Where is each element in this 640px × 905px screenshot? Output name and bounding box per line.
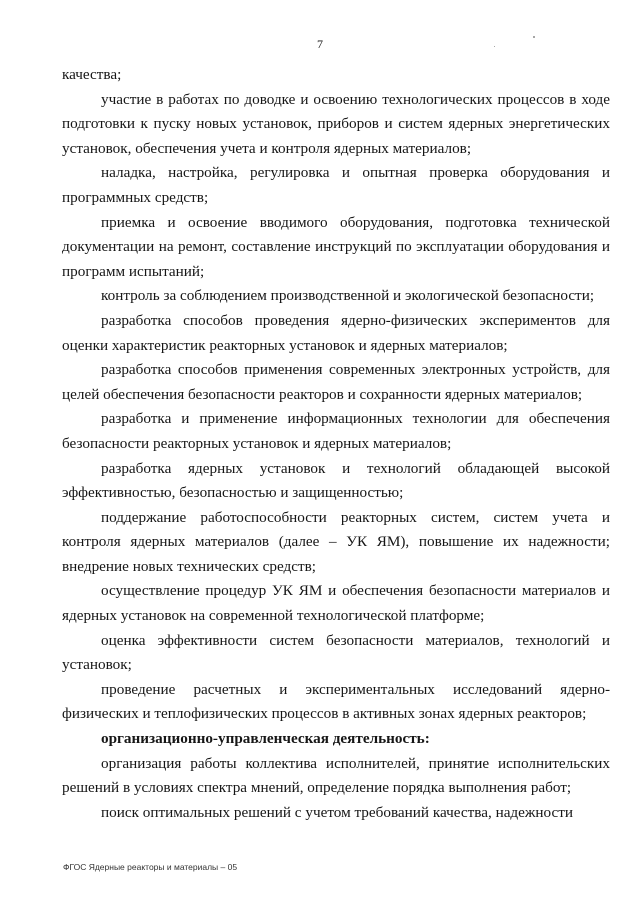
paragraph: контроль за соблюдением производственной и экологической безопасности; (101, 287, 595, 305)
page-number: 7 (317, 37, 323, 51)
paragraph: разработка ядерных установок и технологий обладающей высокой эффективностью, безопасностью и защищенностью; (62, 459, 610, 502)
paragraph: разработка и применение информационных технологии для обеспечения безопасности реакторных установок и ядерных материалов; (62, 410, 610, 452)
page-footer: ФГОС Ядерные реакторы и материалы – 05 (63, 862, 238, 872)
body-text (62, 63, 610, 825)
scan-speck (494, 46, 495, 47)
paragraph: оценка эффективности систем безопасности материалов, технологий и установок; (62, 631, 610, 674)
scan-speck (533, 36, 535, 38)
paragraph: наладка, настройка, регулировка и опытная проверка оборудования и программных средств; (62, 164, 610, 206)
paragraph: проведение расчетных и экспериментальных исследований ядерно-физических и теплофизических процессов в активных зонах ядерных реакторов; (62, 680, 610, 723)
paragraph: разработка способов применения современных электронных устройств, для целей обеспечения безопасности реакторов и сохранности ядерных материалов; (62, 361, 610, 403)
paragraph: осуществление процедур УК ЯМ и обеспечения безопасности материалов и ядерных установок на современной технологической платформе; (62, 582, 610, 625)
paragraph: организация работы коллектива исполнителей, принятие исполнительских решений в условиях спектра мнений, определение порядка выполнения работ; (62, 754, 610, 797)
paragraph: приемка и освоение вводимого оборудования, подготовка технической документации на ремонт, составление инструкций по эксплуатации оборудования и программ испытаний; (62, 213, 610, 280)
paragraph-continuation: качества; (62, 66, 122, 83)
paragraph: поиск оптимальных решений с учетом требований качества, надежности (101, 803, 573, 821)
paragraph: поддержание работоспособности реакторных систем, систем учета и контроля ядерных материалов (далее – УК ЯМ), повышение их надежности; внедрение новых технических средств; (62, 508, 610, 575)
paragraph: разработка способов проведения ядерно-физических экспериментов для оценки характеристик реакторных установок и ядерных материалов; (62, 311, 610, 354)
section-heading: организационно-управленческая деятельность: (101, 730, 430, 748)
paragraph: участие в работах по доводке и освоению технологических процессов в ходе подготовки к пуску новых установок, приборов и систем ядерных энергетических установок, обеспечения учета и контроля ядерных материалов; (62, 90, 610, 157)
